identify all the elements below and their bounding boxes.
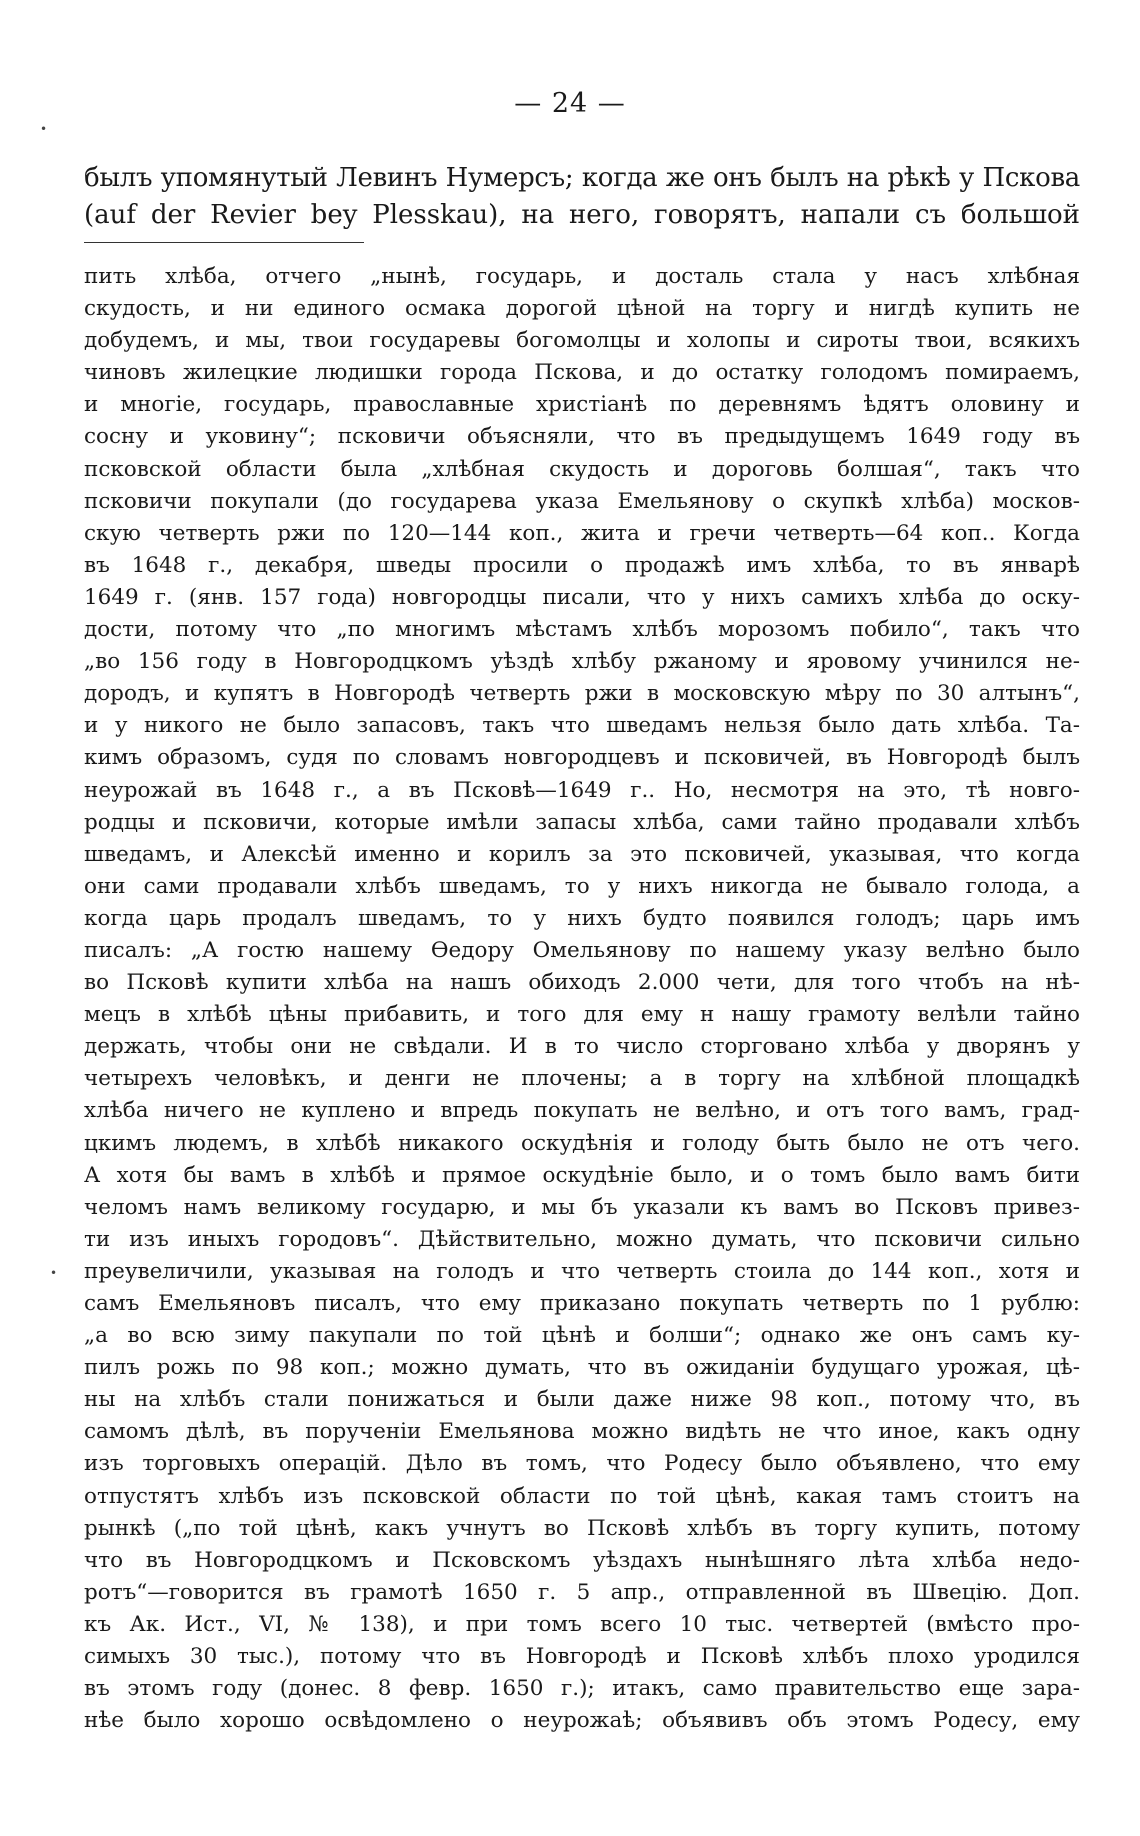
- footnote-line: ротъ“—говорится въ грамотѣ 1650 г. 5 апр., отправленной въ Швецію. Доп.: [84, 1579, 1080, 1605]
- footnote-line: самъ Емельяновъ писалъ, что ему приказано покупать четверть по 1 рублю:: [84, 1291, 1080, 1316]
- footnote-line: цкимъ людемъ, в хлѣбѣ никакого оскудѣнія и голоду быть было не отъ чего.: [84, 1130, 1080, 1156]
- footnote-line: „во 156 году в Новгородцкомъ уѣздѣ хлѣбу ржаному и яровому учинился не-: [84, 649, 1080, 675]
- main-text: [84, 160, 1080, 234]
- footnote-line: псковской области была „хлѣбная скудость и дороговь болшая“, такъ что: [84, 456, 1080, 482]
- footnote-line: ти изъ иныхъ городовъ“. Дѣйствительно, можно думать, что псковичи сильно: [84, 1226, 1080, 1252]
- footnote-line: изъ торговыхъ операцій. Дѣло въ томъ, что Родесу было объявлено, что ему: [84, 1451, 1080, 1477]
- footnote-line: псковичи покупали (до государева указа Емельянову о скупкѣ хлѣба) москов-: [84, 488, 1080, 514]
- footnote-line: пить хлѣба, отчего „нынѣ, государь, и досталь стала у насъ хлѣбная: [84, 264, 1080, 289]
- footnote-line: держать, чтобы они не свѣдали. И в то число сторговано хлѣба у дворянъ у: [84, 1034, 1080, 1060]
- footnote-line: они сами продавали хлѣбъ шведамъ, то у нихъ никогда не бывало голода, а: [84, 873, 1080, 899]
- footnote-line: кимъ образомъ, судя по словамъ новгородцевъ и псковичей, въ Новгородѣ былъ: [84, 745, 1080, 771]
- footnote-line: симыхъ 30 тыс.), потому что въ Новгородѣ и Псковѣ хлѣбъ плохо уродился: [84, 1644, 1080, 1670]
- footnote-line: въ этомъ году (донес. 8 февр. 1650 г.); итакъ, само правительство еще зара-: [84, 1676, 1080, 1702]
- footnote-line: преувеличили, указывая на голодъ и что четверть стоила до 144 коп., хотя и: [84, 1258, 1080, 1284]
- footnote-text: [84, 261, 1080, 1737]
- footnote-line: къ Ак. Ист., VI, № 138), и при томъ всего 10 тыс. четвертей (вмѣсто про-: [84, 1611, 1080, 1637]
- footnote-line: нѣе было хорошо освѣдомлено о неурожаѣ; объявивъ объ этомъ Родесу, ему: [84, 1708, 1080, 1734]
- footnote-line: самомъ дѣлѣ, въ порученіи Емельянова можно видѣть не что иное, какъ одну: [84, 1419, 1080, 1445]
- footnote-line: „а во всю зиму пакупали по той цѣнѣ и болши“; однако же онъ самъ ку-: [84, 1323, 1080, 1349]
- main-text-line: былъ упомянутый Левинъ Нумерсъ; когда же онъ былъ на рѣкѣ у Пскова: [84, 163, 1080, 193]
- footnote-line: пилъ рожь по 98 коп.; можно думать, что въ ожиданіи будущаго урожая, цѣ-: [84, 1355, 1080, 1381]
- footnote-divider: [84, 242, 364, 243]
- footnote-line: А хотя бы вамъ в хлѣбѣ и прямое оскудѣніе было, и о томъ было вамъ бити: [84, 1162, 1080, 1188]
- margin-dot: •: [40, 122, 48, 136]
- footnote-line: добудемъ, и мы, твои государевы богомолцы и холопы и сироты твои, всякихъ: [84, 328, 1080, 354]
- footnote-line: рынкѣ („по той цѣнѣ, какъ учнутъ во Псковѣ хлѣбъ въ торгу купить, потому: [84, 1515, 1080, 1541]
- footnote-line: сосну и уковину“; псковичи объясняли, что въ предыдущемъ 1649 году въ: [84, 424, 1080, 450]
- footnote-line: скую четверть ржи по 120—144 коп., жита и гречи четверть—64 коп.. Когда: [84, 520, 1080, 546]
- footnote-line: писалъ: „А гостю нашему Ѳедору Омельянову по нашему указу велѣно было: [84, 937, 1080, 963]
- footnote-line: шведамъ, и Алексѣй именно и корилъ за это псковичей, указывая, что когда: [84, 841, 1080, 867]
- footnote-line: скудость, и ни единого осмака дорогой цѣной на торгу и нигдѣ купить не: [84, 296, 1080, 322]
- footnote-line: и многіе, государь, православные христіанѣ по деревнямъ ѣдятъ оловину и: [84, 392, 1080, 418]
- footnote-line: дости, потому что „по многимъ мѣстамъ хлѣбъ морозомъ побило“, такъ что: [84, 617, 1080, 643]
- footnote-line: во Псковѣ купити хлѣба на нашъ обиходъ 2.000 чети, для того чтобъ на нѣ-: [84, 970, 1080, 996]
- footnote-line: отпустятъ хлѣбъ изъ псковской области по той цѣнѣ, какая тамъ стоитъ на: [84, 1483, 1080, 1509]
- page-number: — 24 —: [514, 88, 626, 119]
- footnote-line: дородъ, и купятъ в Новгородѣ четверть ржи в московскую мѣру по 30 алтынъ“,: [84, 681, 1080, 707]
- footnote-line: неурожай въ 1648 г., а въ Псковѣ—1649 г.. Но, несмотря на это, тѣ новго-: [84, 777, 1080, 803]
- footnote-line: когда царь продалъ шведамъ, то у нихъ будто появился голодъ; царь имъ: [84, 905, 1080, 931]
- margin-dot: •: [50, 1266, 58, 1280]
- footnote-line: что въ Новгородцкомъ и Псковскомъ уѣздахъ нынѣшняго лѣта хлѣба недо-: [84, 1547, 1080, 1573]
- main-text-line: (auf der Revier bey Plesskau), на него, говорятъ, напали съ большой: [84, 200, 1080, 230]
- footnote-line: ны на хлѣбъ стали понижаться и были даже ниже 98 коп., потому что, въ: [84, 1387, 1080, 1413]
- footnote-line: мецъ в хлѣбѣ цѣны прибавить, и того для ему н нашу грамоту велѣли тайно: [84, 1002, 1080, 1028]
- footnote-line: четырехъ человѣкъ, и денги не плочены; а в торгу на хлѣбной площадкѣ: [84, 1066, 1080, 1092]
- footnote-line: 1649 г. (янв. 157 года) новгородцы писали, что у нихъ самихъ хлѣба до оску-: [84, 584, 1080, 610]
- footnote-line: и у никого не было запасовъ, такъ что шведамъ нельзя было дать хлѣба. Та-: [84, 713, 1080, 739]
- footnote-line: челомъ намъ великому государю, и мы бъ указали къ вамъ во Псковъ привез-: [84, 1194, 1080, 1220]
- footnote-line: хлѣба ничего не куплено и впредь покупать не велѣно, и отъ того вамъ, град-: [84, 1098, 1080, 1124]
- footnote-line: чиновъ жилецкие людишки города Пскова, и до остатку голодомъ помираемъ,: [84, 360, 1080, 386]
- footnote-line: въ 1648 г., декабря, шведы просили о продажѣ имъ хлѣба, то въ январѣ: [84, 552, 1080, 578]
- footnote-line: родцы и псковичи, которые имѣли запасы хлѣба, сами тайно продавали хлѣбъ: [84, 809, 1080, 835]
